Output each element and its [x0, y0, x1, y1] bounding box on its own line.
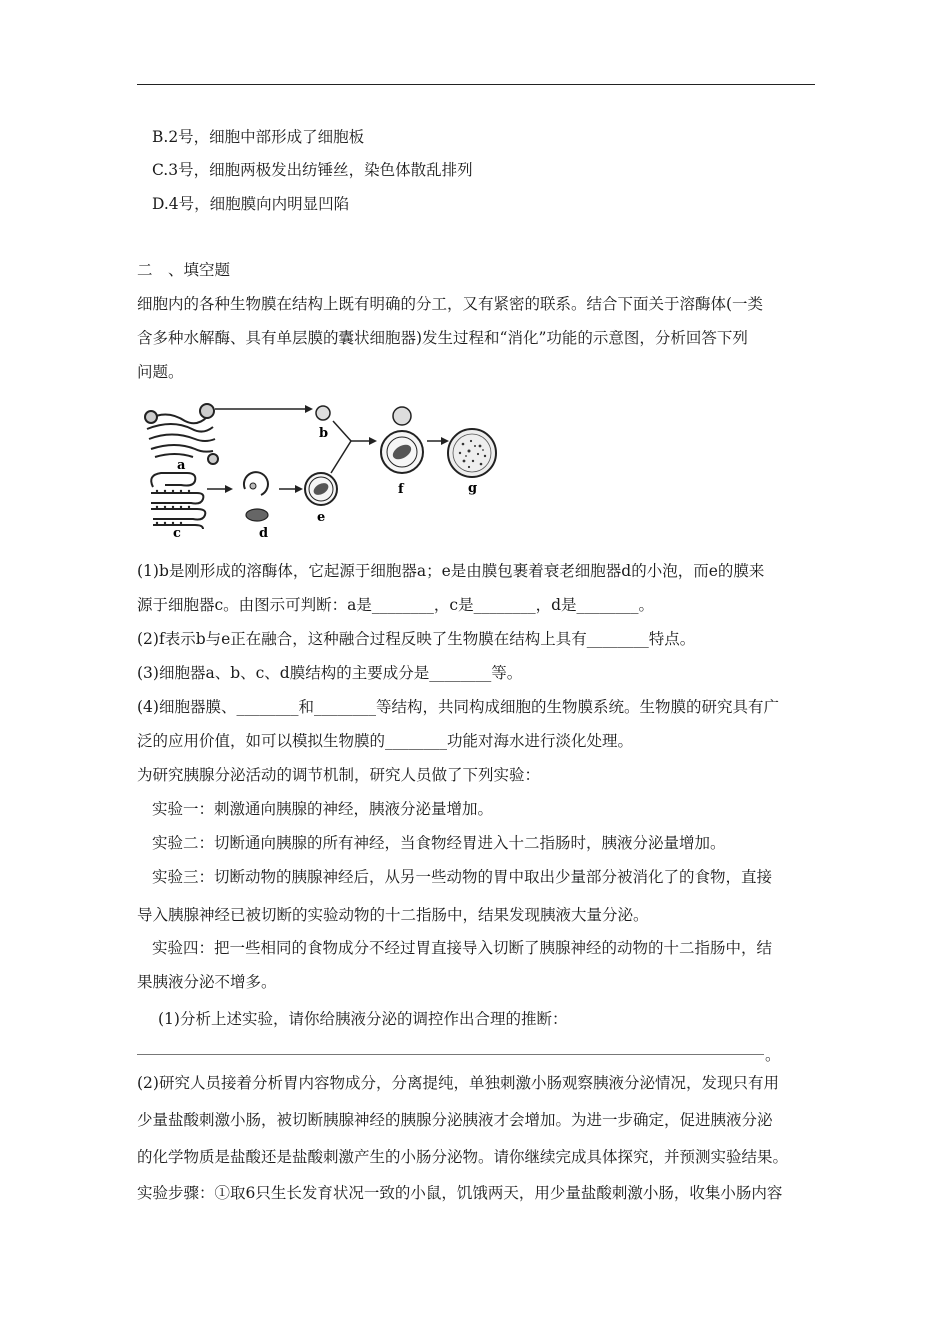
option-d: D.4号，细胞膜向内明显凹陷 — [152, 195, 350, 213]
residual-body-g — [445, 426, 499, 496]
experiment-1: 实验一：刺激通向胰腺的神经，胰液分泌量增加。 — [152, 800, 494, 818]
arrow-e-f — [331, 441, 351, 473]
q2-intro: 为研究胰腺分泌活动的调节机制，研究人员做了下列实验： — [137, 766, 541, 784]
experiment-3-line1: 实验三：切断动物的胰腺神经后，从另一些动物的胃中取出少量部分被消化了的食物，直接 — [152, 868, 773, 886]
q1-part1-line2: 源于细胞器c。由图示可判断：a是________，c是________，d是________。 — [137, 596, 655, 614]
q1-intro-2: 含多种水解酶、具有单层膜的囊状细胞器)发生过程和“消化”功能的示意图，分析回答下列 — [137, 329, 748, 347]
arrow-head-c-d — [225, 485, 233, 493]
q2-sub2-line2: 少量盐酸刺激小肠，被切断胰腺神经的胰腺分泌胰液才会增加。为进一步确定，促进胰液分泌 — [137, 1111, 773, 1129]
vesicle-dot — [250, 483, 256, 489]
q2-sub1: (1)分析上述实验，请你给胰液分泌的调控作出合理的推断： — [158, 1010, 568, 1028]
q2-sub2-line3: 的化学物质是盐酸还是盐酸刺激产生的小肠分泌物。请你继续完成具体探究，并预测实验结果。 — [137, 1148, 789, 1166]
q1-part3: (3)细胞器a、b、c、d膜结构的主要成分是________等。 — [137, 664, 523, 682]
answer-period: 。 — [765, 1046, 781, 1064]
experiment-4-line2: 果胰液分泌不增多。 — [137, 973, 277, 991]
q1-intro-1: 细胞内的各种生物膜在结构上既有明确的分工，又有紧密的联系。结合下面关于溶酶体(一类 — [137, 295, 764, 313]
label-d: d — [259, 526, 269, 539]
q2-sub2-line1: (2)研究人员接着分析胃内容物成分，分离提纯，单独刺激小肠观察胰液分泌情况，发现只有用 — [137, 1074, 779, 1092]
lysosome-diagram — [137, 397, 477, 539]
option-b: B.2号，细胞中部形成了细胞板 — [152, 128, 365, 146]
answer-blank — [137, 1054, 764, 1055]
label-c: c — [173, 526, 181, 539]
arrow-head-d-e — [295, 485, 303, 493]
q1-part2: (2)f表示b与e正在融合，这种融合过程反映了生物膜在结构上具有________特点。 — [137, 630, 696, 648]
q1-part4-line2: 泛的应用价值，如可以模拟生物膜的________功能对海水进行淡化处理。 — [137, 732, 634, 750]
golgi-a — [145, 404, 218, 464]
lysosome-b — [316, 406, 330, 420]
fusing-lysosome — [393, 407, 411, 425]
arrow-head-a-b — [305, 405, 313, 413]
q1-part4-line1: (4)细胞器膜、________和________等结构，共同构成细胞的生物膜系统。生物膜的研究具有广 — [137, 698, 779, 716]
arrow-head-to-f — [369, 437, 377, 445]
header-rule — [137, 84, 815, 85]
experiment-4-line1: 实验四：把一些相同的食物成分不经过胃直接导入切断了胰腺神经的动物的十二指肠中，结 — [152, 939, 773, 957]
experiment-3-line2: 导入胰腺神经已被切断的实验动物的十二指肠中，结果发现胰液大量分泌。 — [137, 906, 649, 924]
q2-sub2-line4: 实验步骤：①取6只生长发育状况一致的小鼠，饥饿两天，用少量盐酸刺激小肠，收集小肠内容 — [137, 1184, 783, 1202]
er-c — [151, 473, 205, 529]
label-f: f — [398, 482, 404, 497]
mitochondrion-d — [246, 509, 268, 521]
arrow-b-f — [333, 421, 351, 441]
label-g: g — [468, 481, 478, 496]
option-c: C.3号，细胞两极发出纺锤丝，染色体散乱排列 — [152, 161, 473, 179]
label-b: b — [319, 426, 329, 441]
label-e: e — [317, 510, 326, 525]
q1-part1-line1: (1)b是刚形成的溶酶体，它起源于细胞器a；e是由膜包裹着衰老细胞器d的小泡，而e的膜来 — [137, 562, 765, 580]
experiment-2: 实验二：切断通向胰腺的所有神经，当食物经胃进入十二指肠时，胰液分泌量增加。 — [152, 834, 726, 852]
forming-vesicle — [244, 472, 268, 495]
q1-intro-3: 问题。 — [137, 363, 184, 381]
section-title: 二 、填空题 — [137, 261, 231, 279]
label-a: a — [177, 458, 186, 473]
